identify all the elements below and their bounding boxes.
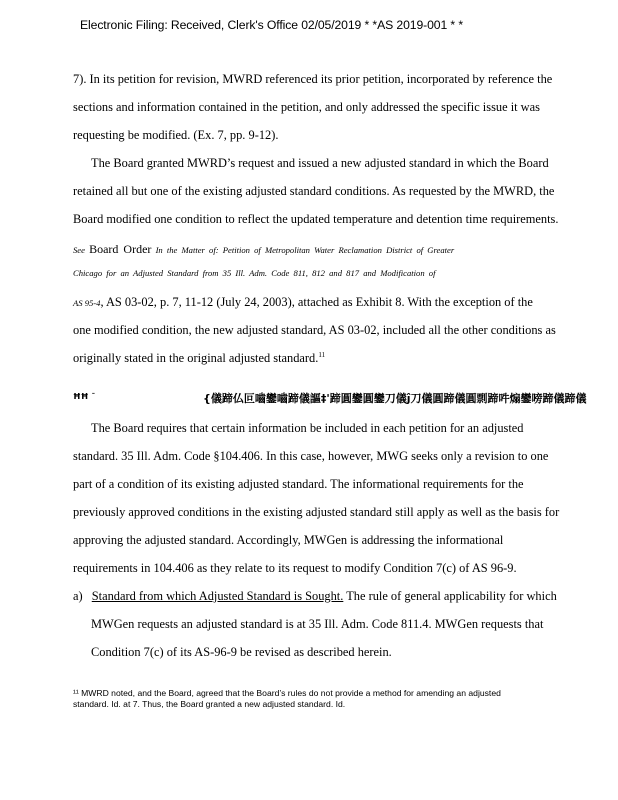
- citation-rest: , AS 03-02, p. 7, 11-12 (July 24, 2003), attached as Exhibit 8. With the exception of the: [100, 295, 533, 309]
- garbled-text: ĦĦ ¯: [73, 392, 96, 401]
- paragraph-line: [73, 351, 325, 366]
- paragraph-line: requesting be modified. (Ex. 7, pp. 9-12).: [73, 128, 279, 142]
- citation-line: [73, 295, 533, 310]
- paragraph-line: Condition 7(c) of its AS-96-9 be revised as described herein.: [91, 645, 392, 659]
- paragraph-line: MWGen requests an adjusted standard is at 35 Ill. Adm. Code 811.4. MWGen requests that: [91, 617, 544, 631]
- filing-stamp-header: Electronic Filing: Received, Clerk's Office 02/05/2019 * *AS 2019-001 * *: [80, 18, 463, 32]
- list-item-label: a): [73, 589, 83, 603]
- citation-board-order: Board Order: [89, 242, 152, 256]
- list-item-a: [73, 589, 557, 604]
- list-item-heading: Standard from which Adjusted Standard is Sought.: [91, 589, 344, 603]
- paragraph-line: previously approved conditions in the existing adjusted standard still apply as well as the basis for: [73, 505, 560, 519]
- footnote-line: standard. Id. at 7. Thus, the Board granted a new adjusted standard. Id.: [73, 699, 346, 709]
- footnote-line: ¹¹ MWRD noted, and the Board, agreed that the Board’s rules do not provide a method for amending an adjusted: [73, 688, 501, 698]
- paragraph-line: standard. 35 Ill. Adm. Code §104.406. In this case, however, MWG seeks only a revision to one: [73, 449, 549, 463]
- list-item-text: The rule of general applicability for which: [343, 589, 557, 603]
- garbled-text: {儀蹄仏叵嚙鑾嚙蹄儀謳‡'蹄圓鑾圓鑾刀儀ĵ刀儀圓蹄儀圓剽蹄吽煽鑾嗙蹄儀蹄儀: [203, 392, 587, 405]
- citation-line: Chicago for an Adjusted Standard from 35 Ill. Adm. Code 811, 812 and 817 and Modification of: [73, 268, 436, 278]
- garbled-heading: [73, 390, 618, 406]
- paragraph-line: sections and information contained in the petition, and only addressed the specific issue it was: [73, 100, 540, 114]
- citation-line: [73, 242, 454, 257]
- footnote-marker: 11: [318, 351, 326, 359]
- paragraph-line: part of a condition of its existing adjusted standard. The informational requirements for the: [73, 477, 524, 491]
- paragraph-line: retained all but one of the existing adjusted standard conditions. As requested by the MWRD, the: [73, 184, 555, 198]
- paragraph-line: Board modified one condition to reflect the updated temperature and detention time requirements.: [73, 212, 559, 226]
- citation-case-title: In the Matter of: Petition of Metropolitan Water Reclamation District of Greater: [155, 245, 455, 255]
- paragraph-line: approving the adjusted standard. Accordingly, MWGen is addressing the informational: [73, 533, 504, 547]
- citation-as-number: AS 95-4: [73, 298, 101, 308]
- paragraph-line: The Board requires that certain information be included in each petition for an adjusted: [91, 421, 524, 435]
- paragraph-line: The Board granted MWRD’s request and issued a new adjusted standard in which the Board: [91, 156, 549, 170]
- paragraph-line: one modified condition, the new adjusted standard, AS 03-02, included all the other conditions as: [73, 323, 556, 337]
- paragraph-line: requirements in 104.406 as they relate to its request to modify Condition 7(c) of AS 96-9.: [73, 561, 517, 575]
- citation-see: See: [73, 245, 85, 255]
- paragraph-line: 7). In its petition for revision, MWRD referenced its prior petition, incorporated by reference the: [73, 72, 553, 86]
- paragraph-text: originally stated in the original adjusted standard.: [73, 351, 319, 366]
